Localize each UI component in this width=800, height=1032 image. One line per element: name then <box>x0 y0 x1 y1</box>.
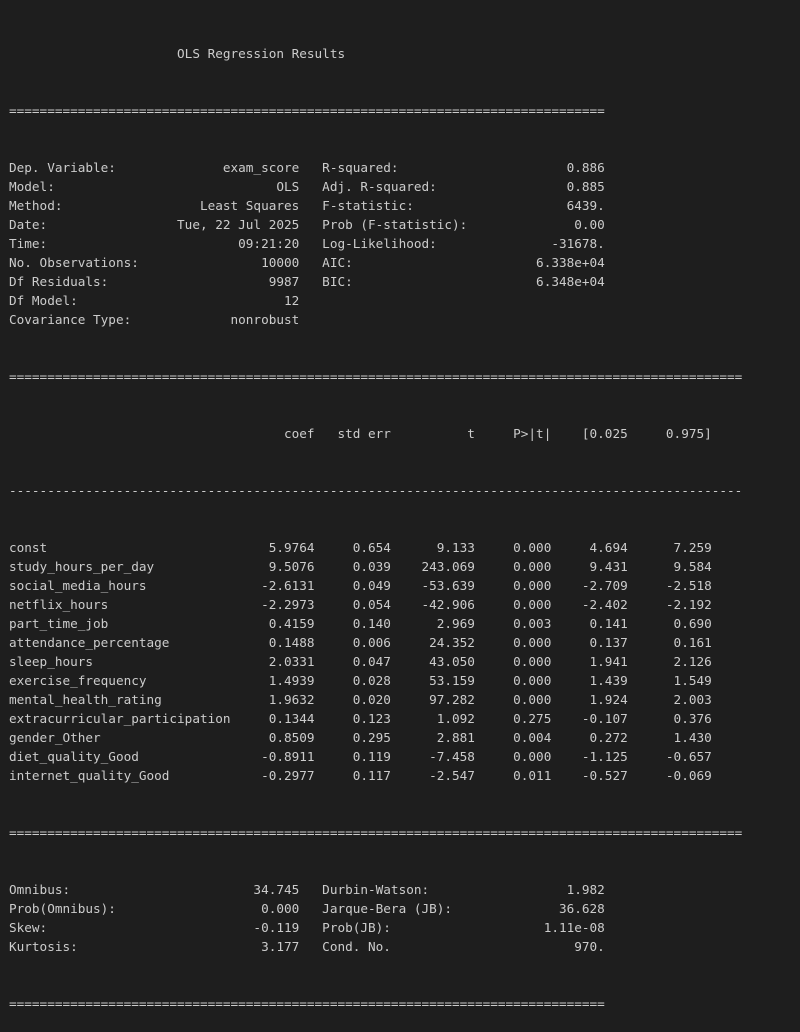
diagnostics-row: Omnibus: 34.745 Durbin-Watson: 1.982 <box>9 882 605 897</box>
summary-title: OLS Regression Results <box>9 46 514 61</box>
model-info-row: Date: Tue, 22 Jul 2025 Prob (F-statistic): 0.00 <box>9 217 605 232</box>
separator-double-wide: ================================================================================================ <box>9 825 743 840</box>
model-info-block <box>9 158 800 329</box>
coef-table-row: const 5.9764 0.654 9.133 0.000 4.694 7.259 <box>9 540 712 555</box>
model-info-row: Time: 09:21:20 Log-Likelihood: -31678. <box>9 236 605 251</box>
coef-table-row: sleep_hours 2.0331 0.047 43.050 0.000 1.941 2.126 <box>9 654 712 669</box>
separator-dash: ------------------------------------------------------------------------------------------------ <box>9 483 743 498</box>
model-info-row: Dep. Variable: exam_score R-squared: 0.886 <box>9 160 605 175</box>
coef-table-row: attendance_percentage 0.1488 0.006 24.352 0.000 0.137 0.161 <box>9 635 712 650</box>
model-info-row: Df Residuals: 9987 BIC: 6.348e+04 <box>9 274 605 289</box>
separator-double-wide: ================================================================================================ <box>9 369 743 384</box>
separator-double: ============================================================================== <box>9 103 605 118</box>
coef-table-row: internet_quality_Good -0.2977 0.117 -2.547 0.011 -0.527 -0.069 <box>9 768 712 783</box>
coef-table-header: coef std err t P>|t| [0.025 0.975] <box>9 426 712 441</box>
coef-table-row: social_media_hours -2.6131 0.049 -53.639 0.000 -2.709 -2.518 <box>9 578 712 593</box>
diagnostics-row: Skew: -0.119 Prob(JB): 1.11e-08 <box>9 920 605 935</box>
model-info-row: Method: Least Squares F-statistic: 6439. <box>9 198 605 213</box>
coef-table-row: study_hours_per_day 9.5076 0.039 243.069 0.000 9.431 9.584 <box>9 559 712 574</box>
coef-table-row: netflix_hours -2.2973 0.054 -42.906 0.000 -2.402 -2.192 <box>9 597 712 612</box>
coef-table-row: part_time_job 0.4159 0.140 2.969 0.003 0.141 0.690 <box>9 616 712 631</box>
coef-table-body <box>9 538 800 785</box>
coef-table-row: extracurricular_participation 0.1344 0.123 1.092 0.275 -0.107 0.376 <box>9 711 712 726</box>
coef-table-row: gender_Other 0.8509 0.295 2.881 0.004 0.272 1.430 <box>9 730 712 745</box>
model-info-row: Covariance Type: nonrobust <box>9 312 300 327</box>
ols-summary-output <box>9 6 800 1032</box>
diagnostics-row: Kurtosis: 3.177 Cond. No. 970. <box>9 939 605 954</box>
separator-double: ============================================================================== <box>9 996 605 1011</box>
coef-table-row: diet_quality_Good -0.8911 0.119 -7.458 0.000 -1.125 -0.657 <box>9 749 712 764</box>
coef-table-row: exercise_frequency 1.4939 0.028 53.159 0.000 1.439 1.549 <box>9 673 712 688</box>
diagnostics-row: Prob(Omnibus): 0.000 Jarque-Bera (JB): 36.628 <box>9 901 605 916</box>
diagnostics-block <box>9 880 800 956</box>
model-info-row: Df Model: 12 <box>9 293 300 308</box>
coef-table-row: mental_health_rating 1.9632 0.020 97.282 0.000 1.924 2.003 <box>9 692 712 707</box>
model-info-row: Model: OLS Adj. R-squared: 0.885 <box>9 179 605 194</box>
model-info-row: No. Observations: 10000 AIC: 6.338e+04 <box>9 255 605 270</box>
